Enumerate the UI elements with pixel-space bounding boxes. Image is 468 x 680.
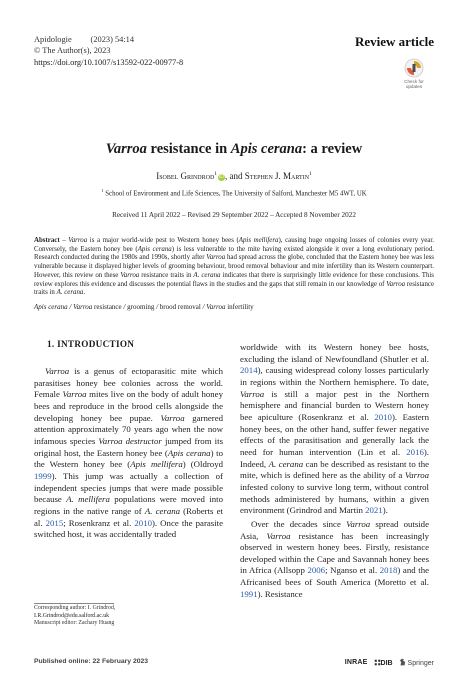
- abstract-text: indicates that there is surprisingly little evidence for these conclusions. This review explores this evidence and discusses the potential flaws in the studies and the gaps that still remain in our knowledge of: [34, 271, 434, 288]
- check-updates-text-2: updates: [405, 84, 423, 90]
- published-date: Published online: 22 February 2023: [34, 658, 149, 665]
- citation-link[interactable]: 2021: [365, 505, 383, 516]
- journal-meta: [34, 34, 183, 68]
- doi-link[interactable]: https://doi.org/10.1007/s13592-022-00977-8: [34, 57, 184, 67]
- body-text: resistance has been increasingly observed in western honey bees. Firstly, resistance developed within the Cape and Savannah honey bees in Africa (Allsopp: [240, 530, 429, 576]
- body-text: ; Nganso et al.: [325, 565, 380, 576]
- author-separator: , and: [225, 171, 245, 181]
- keyword-separator: /: [200, 303, 207, 311]
- keyword-separator: /: [121, 303, 128, 311]
- check-updates-badge[interactable]: [398, 58, 430, 89]
- abstract-text: Apis mellifera: [238, 237, 279, 244]
- abstract-text: resistance traits in: [139, 271, 194, 279]
- author-name[interactable]: Isobel Grindrod: [156, 171, 215, 181]
- email-link[interactable]: I.R.Grindrod@edu.salford.ac.uk: [34, 612, 110, 619]
- abstract-text: Varroa: [206, 254, 226, 262]
- body-text: Varroa: [404, 470, 429, 481]
- springer-horse-icon: [399, 658, 406, 666]
- body-text: Varroa: [45, 366, 70, 376]
- body-text: ). Indeed,: [240, 446, 429, 469]
- body-text: worldwide with its Western honey bee hosts, excluding the island of Newfoundland (Shutler et al.: [240, 342, 429, 364]
- body-column-right: [240, 342, 429, 600]
- body-text: ; Rosenkranz et al.: [63, 517, 135, 528]
- body-text: ). Resistance: [257, 588, 303, 599]
- title-part: Varroa: [105, 141, 147, 157]
- title-part: resistance in: [146, 141, 231, 157]
- body-text: is a genus of ectoparasitic mite which parasitises honey bee colonies across the world. Female: [34, 366, 223, 400]
- citation-link[interactable]: 1991: [240, 588, 258, 599]
- manuscript-editor: Manuscript editor: Zachary Huang: [34, 620, 115, 627]
- orcid-icon[interactable]: iD: [219, 174, 224, 180]
- keyword: resistance: [92, 303, 122, 311]
- body-text: Varroa: [346, 518, 371, 529]
- abstract-text: –: [59, 237, 69, 244]
- body-text: A. cerana: [144, 505, 181, 516]
- abstract-label: Abstract: [34, 237, 60, 244]
- affiliation-marker: 1: [101, 188, 104, 193]
- springer-logo-text: Springer: [407, 660, 434, 667]
- body-text: Varroa: [62, 389, 87, 400]
- abstract-text: Varroa: [120, 271, 140, 279]
- body-text: ). Eastern honey bees, on the other hand, suffer fewer negative effects of the parasitisation and generally lack the need for human intervention (Lin et al.: [240, 411, 429, 457]
- body-text: Varroa: [160, 412, 185, 423]
- citation-link[interactable]: 2006: [307, 565, 326, 576]
- keyword: Apis cerana: [34, 303, 68, 311]
- keyword: brood removal: [159, 303, 201, 311]
- body-text: Over the decades since: [251, 518, 347, 529]
- body-text: ). This jump was actually a collection of independent species jumps that were made possible because: [34, 470, 223, 505]
- corresponding-author: Corresponding author: I. Grindrod,: [34, 605, 116, 611]
- body-text: Varroa: [240, 388, 265, 399]
- keyword-separator: /: [67, 303, 74, 311]
- body-text: Apis mellifera: [130, 459, 183, 470]
- keyword: Varroa: [73, 303, 93, 311]
- author-affiliation-marker: 1: [214, 171, 218, 177]
- keyword: grooming: [127, 303, 155, 311]
- dib-logo[interactable]: [374, 659, 393, 667]
- citation-link[interactable]: 2010: [134, 517, 152, 528]
- body-text: mites live on the body of adult honey bees and reproduce in the brood cells alongside the developing honey bee pupae.: [34, 389, 223, 423]
- abstract-text: ), causing huge ongoing losses of colonies every year. Conversely, the Eastern honey bee (: [34, 237, 434, 253]
- keywords: [34, 303, 434, 311]
- body-text: ).: [382, 505, 388, 516]
- citation-link[interactable]: 2015: [45, 517, 64, 528]
- author-list: [0, 171, 468, 181]
- citation-link[interactable]: 2018: [379, 565, 398, 576]
- dib-logo-text: DIB: [380, 659, 393, 667]
- body-text: populations were moved into regions in the native range of: [34, 494, 223, 516]
- affiliation-text: School of Environment and Life Sciences, The University of Salford, Manchester M5 4WT, UK: [105, 190, 367, 198]
- abstract-text: A. cerana: [193, 271, 221, 279]
- body-paragraph: [34, 366, 223, 541]
- body-text: garnered attention approximately 70 years ago when the now infamous species: [34, 412, 223, 446]
- keyword-separator: /: [154, 303, 160, 311]
- abstract-text: Apis cerana: [137, 245, 172, 253]
- abstract-text: resistance traits in: [34, 280, 435, 297]
- check-updates-icon: [404, 58, 424, 78]
- keyword: infertility: [225, 303, 254, 311]
- section-heading: 1. INTRODUCTION: [47, 339, 135, 349]
- keyword: Varroa: [206, 303, 226, 311]
- received-dates: Received 11 April 2022 – Revised 29 September 2022 – Accepted 8 November 2022: [112, 211, 356, 219]
- body-text: jumped from its original host, the Eastern honey bee (: [34, 435, 223, 458]
- title-part: Apis cerana: [230, 141, 303, 157]
- body-text: ) and the Africanised bees of South America (Moretto et al.: [240, 565, 429, 588]
- author-name[interactable]: Stephen J. Martin: [244, 171, 310, 181]
- body-column-left: [34, 366, 223, 541]
- abstract-text: .: [83, 289, 86, 297]
- abstract-text: ) is less vulnerable to the mite having existed alongside it over a long evolutionary period. Research conducted during the 1980s and 1990s, shortly after: [34, 245, 435, 262]
- body-paragraph: [240, 342, 429, 517]
- dib-mark-icon: [374, 659, 381, 666]
- body-text: A. mellifera: [66, 494, 110, 505]
- footnote: [34, 605, 115, 628]
- body-text: Apis cerana: [167, 447, 211, 458]
- author-affiliation-marker: 1: [309, 171, 312, 177]
- citation-link[interactable]: 2014: [240, 365, 258, 376]
- footnote-divider: [34, 603, 114, 604]
- inrae-logo[interactable]: INRAE: [344, 659, 368, 666]
- body-text: Varroa destructor: [98, 435, 162, 446]
- abstract-text: Varroa: [68, 237, 88, 244]
- body-text: Varroa: [266, 530, 291, 541]
- article-title: [0, 141, 468, 158]
- abstract-text: is a major world-wide pest to Western honey bees (: [87, 237, 239, 244]
- check-updates-text: Check for: [404, 79, 424, 84]
- citation: (2023) 54:14: [90, 35, 135, 44]
- springer-logo[interactable]: [399, 658, 434, 667]
- abstract-text: Varroa: [386, 280, 406, 288]
- abstract-text: had spread across the globe, concluded that the Eastern honey bee was less vulnerable because it displayed higher levels of grooming behaviour, brood removal behaviour and mite infertility than its Western counterpart. However, this review on these: [34, 254, 434, 279]
- body-text: infested colony to survive long term, without control methods administered by humans, within a given environment (Grindrod and Martin: [240, 481, 429, 516]
- title-part: : a review: [302, 141, 363, 157]
- citation-link[interactable]: 2010: [374, 411, 392, 422]
- publisher-logos: [345, 658, 434, 667]
- abstract: [34, 237, 434, 298]
- body-text: ) to the Western honey bee (: [34, 447, 223, 470]
- body-text: A. cerana: [268, 458, 304, 469]
- article-type: Review article: [354, 34, 434, 49]
- body-text: ) (Oldroyd: [182, 459, 223, 470]
- affiliation: [0, 188, 468, 197]
- body-text: (Roberts et al.: [34, 505, 223, 528]
- body-text: spread outside Asia,: [240, 518, 429, 541]
- copyright: © The Author(s), 2023: [34, 46, 111, 56]
- citation-link[interactable]: 2016: [406, 446, 424, 457]
- body-paragraph: [240, 519, 429, 601]
- body-text: can be described as resistant to the mite, which is defined here as the ability of a: [240, 458, 429, 481]
- body-text: ). Once the parasite switched host, it was accidentally traded: [34, 517, 223, 540]
- body-text: is still a major pest in the Northern hemisphere and financial burden to Western honey bee apiculture (Rosenkranz et al.: [240, 388, 429, 422]
- abstract-text: A. cerana: [56, 289, 84, 297]
- journal-name: Apidologie: [34, 35, 72, 44]
- body-text: ), causing widespread colony losses particularly in regions within the Northern hemisphere. To date,: [240, 365, 429, 387]
- citation-link[interactable]: 1999: [34, 470, 52, 481]
